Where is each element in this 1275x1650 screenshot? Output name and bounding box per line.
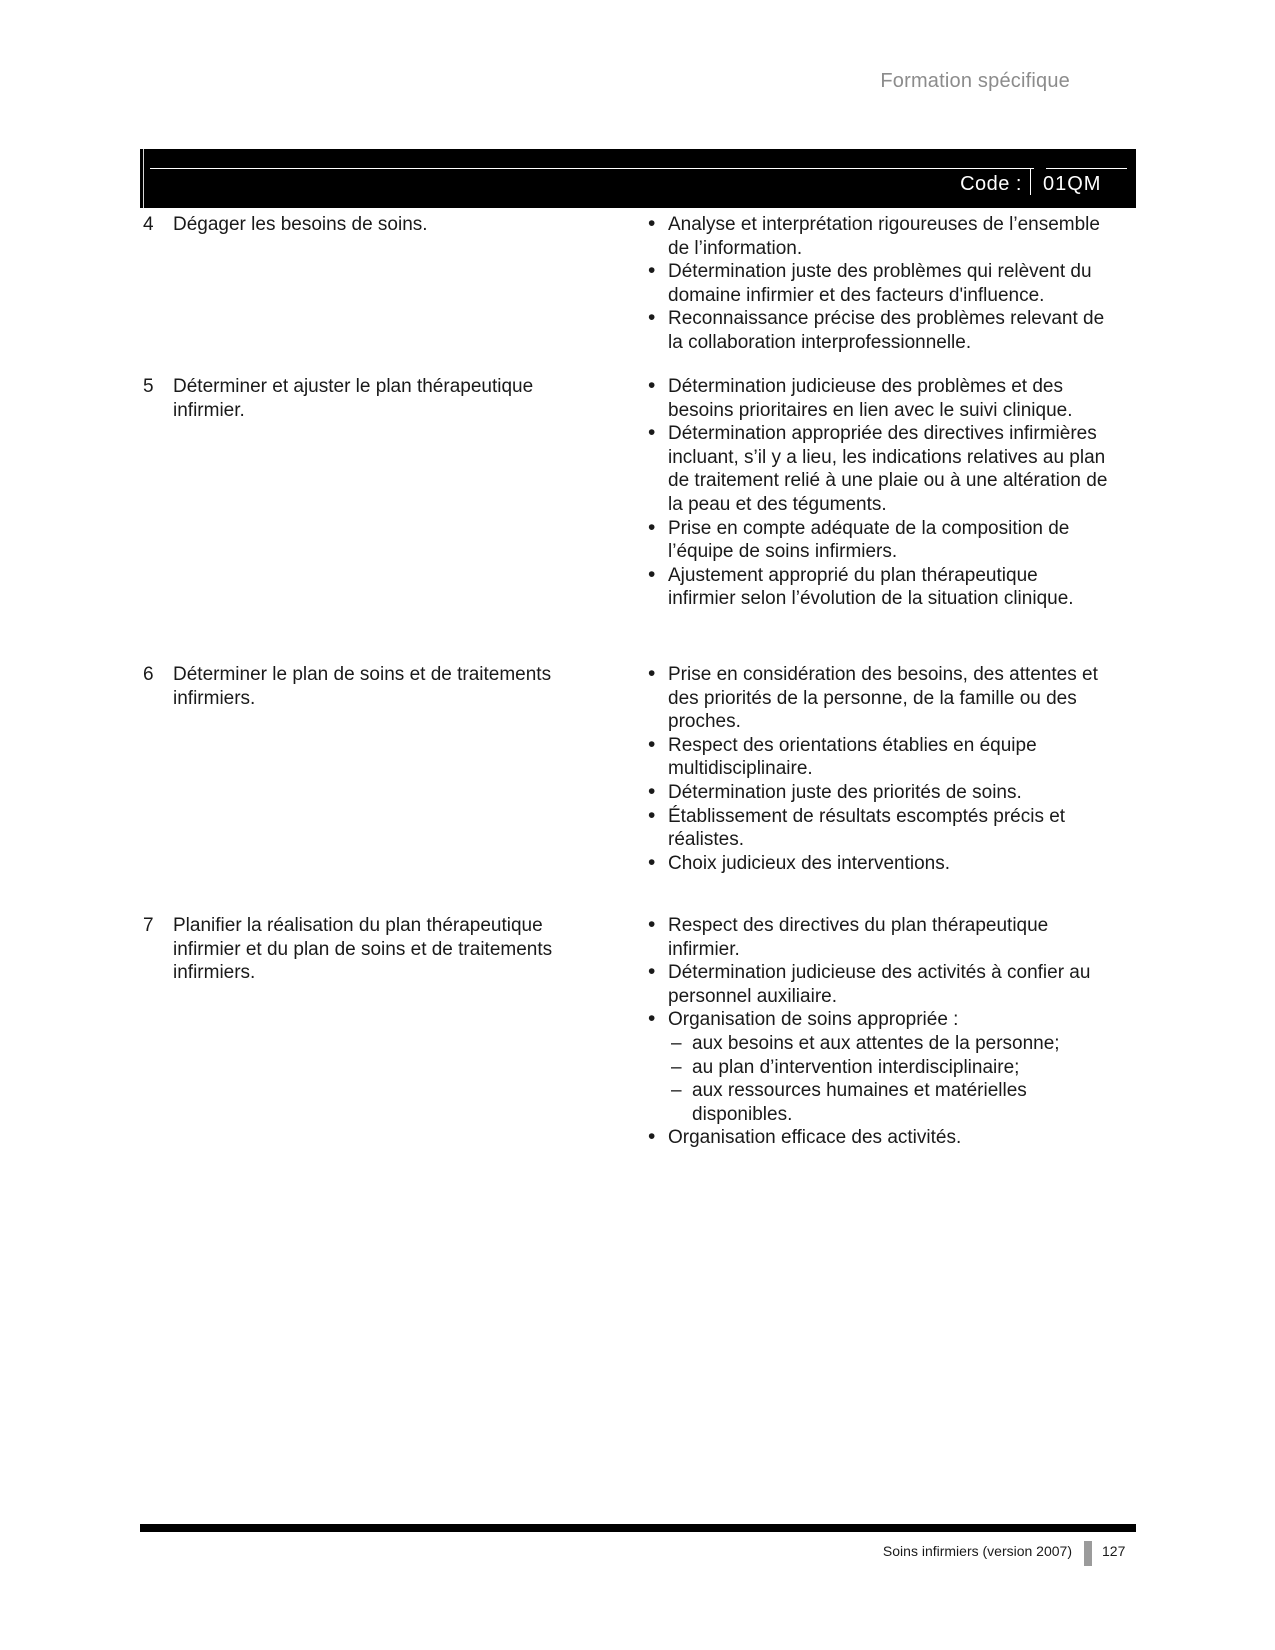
criteria-text: Détermination juste des priorités de soins. [668,781,1022,803]
criteria-sub-item [668,1032,1110,1056]
criteria-item [645,914,1110,961]
criteria-text: Prise en considération des besoins, des attentes et des priorités de la personne, de la famille ou des proches. [668,664,1098,733]
criteria-text: Détermination juste des problèmes qui relèvent du domaine infirmier et des facteurs d'influence. [668,261,1092,306]
code-header-bar [140,149,1136,208]
bar-rule-line [150,168,1034,169]
competency-row-4 [143,213,1113,355]
criteria-item [645,375,1110,422]
item-number: 5 [143,376,154,397]
criteria-text: Respect des orientations établies en équipe multidisciplinaire. [668,734,1037,780]
code-cell-separator [1030,168,1031,195]
criteria-text: Respect des directives du plan thérapeutique infirmier. [668,915,1049,960]
page-number: 127 [1102,1543,1126,1559]
running-header: Formation spécifique [880,70,1070,92]
criteria-item [645,564,1110,611]
criteria-item [645,1126,1110,1150]
criteria-sub-item [668,1079,1110,1126]
criteria-item [645,781,1110,805]
criteria-sub-text: au plan d’intervention interdisciplinaire; [692,1056,1020,1078]
code-label: Code : [960,173,1022,195]
criteria-item [645,260,1110,307]
criteria-item [645,213,1110,260]
criteria-sub-text: aux besoins et aux attentes de la personne; [692,1032,1060,1054]
criteria-item [645,805,1110,852]
competency-row-6 [143,663,1113,875]
criteria-text: Reconnaissance précise des problèmes relevant de la collaboration interprofessionnelle. [668,308,1105,353]
criteria-text: Ajustement approprié du plan thérapeutique infirmier selon l’évolution de la situation clinique. [668,564,1074,610]
criteria-list [645,663,1110,875]
competency-row-7 [143,914,1113,1150]
item-title: Planifier la réalisation du plan thérapeutique infirmier et du plan de soins et de traitements infirmiers. [173,915,553,984]
code-cell-rule-line [1046,168,1127,169]
criteria-list [645,213,1110,355]
competency-row-5 [143,375,1113,611]
footer-rule-bar [140,1524,1136,1532]
criteria-item [645,517,1110,564]
criteria-item [645,663,1110,734]
criteria-sub-text: aux ressources humaines et matérielles disponibles. [692,1080,1027,1125]
criteria-text: Organisation efficace des activités. [668,1127,962,1149]
criteria-text: Prise en compte adéquate de la composition de l’équipe de soins infirmiers. [668,517,1070,563]
criteria-item [645,961,1110,1008]
item-number: 7 [143,915,154,936]
code-value: 01QM [1043,173,1102,195]
criteria-text: Détermination appropriée des directives infirmières incluant, s’il y a lieu, les indications relatives au plan de traitement relié à une plaie ou à une altération de la peau et des téguments. [668,423,1108,515]
criteria-item [645,422,1110,516]
criteria-item [645,852,1110,876]
item-number: 6 [143,664,154,685]
item-title: Dégager les besoins de soins. [173,214,428,235]
criteria-item [645,734,1110,781]
criteria-text: Détermination judicieuse des problèmes et des besoins prioritaires en lien avec le suivi clinique. [668,376,1073,421]
footer-source-text: Soins infirmiers (version 2007) [882,1543,1072,1559]
criteria-text: Choix judicieux des interventions. [668,852,950,874]
criteria-item [645,1008,1110,1126]
item-title: Déterminer et ajuster le plan thérapeutique infirmier. [173,376,534,421]
criteria-item [645,307,1110,354]
criteria-text: Analyse et interprétation rigoureuses de l’ensemble de l’information. [668,214,1100,259]
criteria-text: Détermination judicieuse des activités à confier au personnel auxiliaire. [668,962,1091,1007]
footer-separator [1084,1541,1092,1566]
bar-left-border [143,149,144,208]
criteria-text: Organisation de soins appropriée : [668,1009,959,1031]
item-number: 4 [143,214,154,235]
criteria-sub-item [668,1056,1110,1080]
criteria-list [645,914,1110,1150]
criteria-list [645,375,1110,611]
item-title: Déterminer le plan de soins et de traitements infirmiers. [173,664,552,709]
criteria-text: Établissement de résultats escomptés précis et réalistes. [668,805,1066,851]
